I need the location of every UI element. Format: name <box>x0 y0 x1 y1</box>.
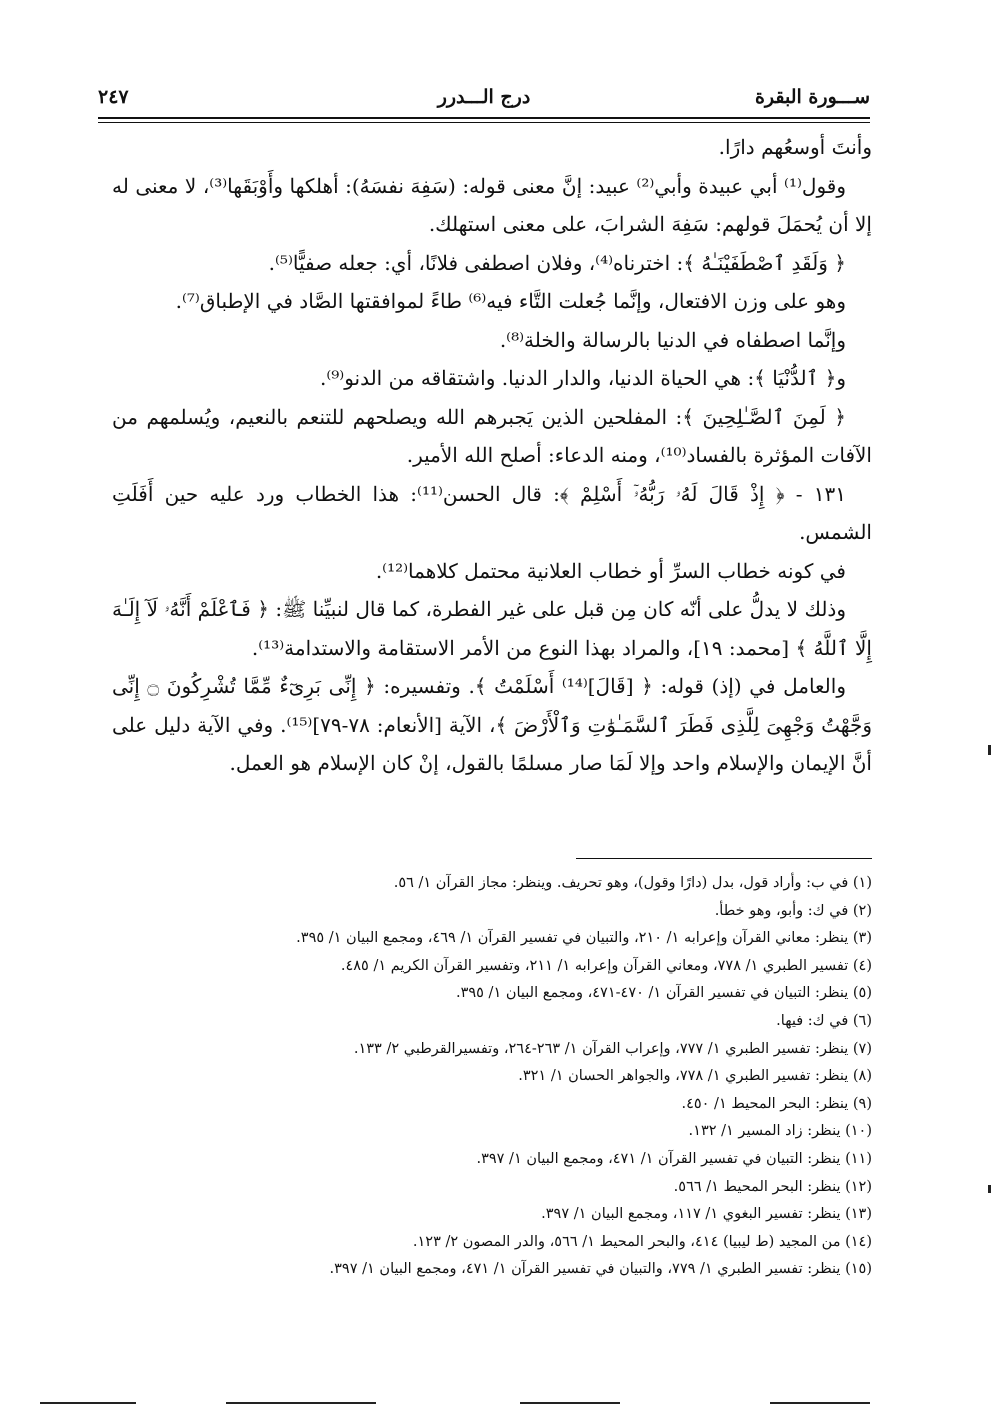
footnote: (٣) ينظر: معاني القرآن وإعرابه ١/ ٢١٠، والتبيان في تفسير القرآن ١/ ٤٦٩، ومجمع البيان ١/ ٣٩٥. <box>296 930 872 947</box>
paragraph: و﴿ ٱلدُّنْيَا ﴾: هي الحياة الدنيا، والدار الدنيا. واشتقاقه من الدنو⁽⁹⁾. <box>319 366 846 390</box>
footnote-separator <box>576 858 872 859</box>
paragraph: وذلك لا يدلُّ على أنّه كان مِن قبل على غير الفطرة، كما قال لنبيِّنا ﷺ: ﴿ فَٱعْلَمْ أَنَّهُۥ لَآ إِلَـٰهَ إِلَّا ٱللَّهُ ﴾ [محمد: ١٩]، والمراد بهذا النوع من الأمر الاستقامة والاستدامة⁽¹³⁾. <box>112 597 872 660</box>
footnote: (١١) ينظر: التبيان في تفسير القرآن ١/ ٤٧١، ومجمع البيان ١/ ٣٩٧. <box>476 1150 872 1167</box>
footnote: (٥) ينظر: التبيان في تفسير القرآن ١/ ٤٧٠-٤٧١، ومجمع البيان ١/ ٣٩٥. <box>455 985 872 1002</box>
footnote: (١) في ب: وأراد قول، بدل (دارًا وقول)، وهو تحريف. وينظر: مجاز القرآن ١/ ٥٦. <box>393 875 872 891</box>
footnote: (٨) ينظر: تفسير الطبري ١/ ٧٧٨، والجواهر الحسان ١/ ٣٢١. <box>518 1068 872 1085</box>
header-rule-thick <box>98 117 870 119</box>
footnote: (٦) في ك: فيها. <box>776 1012 872 1029</box>
footnote: (١٤) من المجيد (ط ليبيا) ٤١٤، والبحر المحيط ١/ ٥٦٦، والدر المصون ٢/ ١٢٣. <box>412 1233 872 1250</box>
page-number: ٢٤٧ <box>98 86 129 108</box>
footnote: (٧) ينظر: تفسير الطبري ١/ ٧٧٧، وإعراب القرآن ١/ ٢٦٣-٢٦٤، وتفسيرالقرطبي ٢/ ١٣٣. <box>353 1040 872 1057</box>
paragraph: وإنَّما اصطفاه في الدنيا بالرسالة والخلة⁽⁸⁾. <box>499 327 846 352</box>
scan-edge-mark <box>226 1402 376 1404</box>
footnotes <box>212 870 872 1284</box>
scan-edge-mark <box>988 1185 991 1193</box>
running-title-book: درج الـــدرر <box>437 86 531 108</box>
paragraph: ﴿ وَلَقَدِ ٱصْطَفَيْنَـٰهُ ﴾: اخترناه⁽⁴⁾، وفلان اصطفى فلانًا، أي: جعله صفيًّا⁽⁵⁾. <box>268 250 846 275</box>
running-title-surah: ســـورة البقرة <box>754 86 870 108</box>
footnote: (١٢) ينظر: البحر المحيط ١/ ٥٦٦. <box>673 1178 872 1195</box>
paragraph: في كونه خطاب السرِّ أو خطاب العلانية محتمل كلاهما⁽¹²⁾. <box>375 558 846 583</box>
footnote: (٤) تفسير الطبري ١/ ٧٧٨، ومعاني القرآن وإعرابه ١/ ٢١١، وتفسير القرآن الكريم ١/ ٤٨٥. <box>340 957 872 974</box>
paragraph: ﴿ لَمِنَ ٱلصَّـٰلِحِينَ ﴾: المفلحين الذين يَجبرهم الله ويصلحهم للتنعم بالنعيم، ويُسلمهم من الآفات المؤثرة بالفساد⁽¹⁰⁾، ومنه الدعاء: أصلح الله الأمير. <box>112 404 872 467</box>
footnote: (١٥) ينظر: تفسير الطبري ١/ ٧٧٩، والتبيان في تفسير القرآن ١/ ٤٧١، ومجمع البيان ١/ ٣٩٧. <box>329 1261 872 1278</box>
footnote: (١٣) ينظر: تفسير البغوي ١/ ١١٧، ومجمع البيان ١/ ٣٩٧. <box>541 1206 872 1223</box>
paragraph: ١٣١ - ﴿ إِذْ قَالَ لَهُۥ رَبُّهُۥٓ أَسْلِمْ ﴾: قال الحسن⁽¹¹⁾: هذا الخطاب ورد عليه حين أَفَلَتِ الشمس. <box>112 481 872 544</box>
paragraph: وقول⁽¹⁾ أبي عبيدة وأبي⁽²⁾ عبيد: إنَّ معنى قوله: (سَفِهَ نفسَهُ): أهلكها وأَوْبَقَها⁽³⁾، لا معنى له إلا أن يُحمَلَ قولهم: سَفِهَ الشرابَ، على معنى استهلك. <box>112 173 872 236</box>
footnote: (٢) في ك: وأبو، وهو خطأ. <box>714 902 872 919</box>
footnote: (٩) ينظر: البحر المحيط ١/ ٤٥٠. <box>681 1095 872 1112</box>
scan-edge-mark <box>40 1402 136 1404</box>
header-rule-thin <box>98 122 870 123</box>
paragraph: وهو على وزن الافتعال، وإنَّما جُعلت التَّاء فيه⁽⁶⁾ طاءً لموافقتها الصَّاد في الإطباق⁽⁷⁾. <box>175 289 846 313</box>
scan-edge-mark <box>988 745 991 755</box>
main-text <box>112 128 872 783</box>
page-header <box>98 86 870 114</box>
scan-edge-mark <box>520 1402 620 1404</box>
paragraph: وأنتَ أوسعُهم دارًا. <box>718 135 872 159</box>
footnote: (١٠) ينظر: زاد المسير ١/ ١٣٢. <box>688 1123 872 1140</box>
paragraph: والعامل في (إذ) قوله: ﴿ [قَالَ]⁽¹⁴⁾ أَسْلَمْتُ ﴾. وتفسيره: ﴿ إِنِّى بَرِىٓءٌ مِّمَّا تُشْرِكُونَ ۝ إِنِّى وَجَّهْتُ وَجْهِىَ لِلَّذِى فَطَرَ ٱلسَّمَـٰوَٰتِ وَٱلْأَرْضَ ﴾، الآية [الأنعام: ٧٨-٧٩]⁽¹⁵⁾. وفي الآية دليل على أنَّ الإيمان والإسلام واحد وإلا لَمَا صار مسلمًا بالقول، إنْ كان الإسلام هو العمل. <box>112 674 872 775</box>
scan-edge-mark <box>770 1402 870 1404</box>
